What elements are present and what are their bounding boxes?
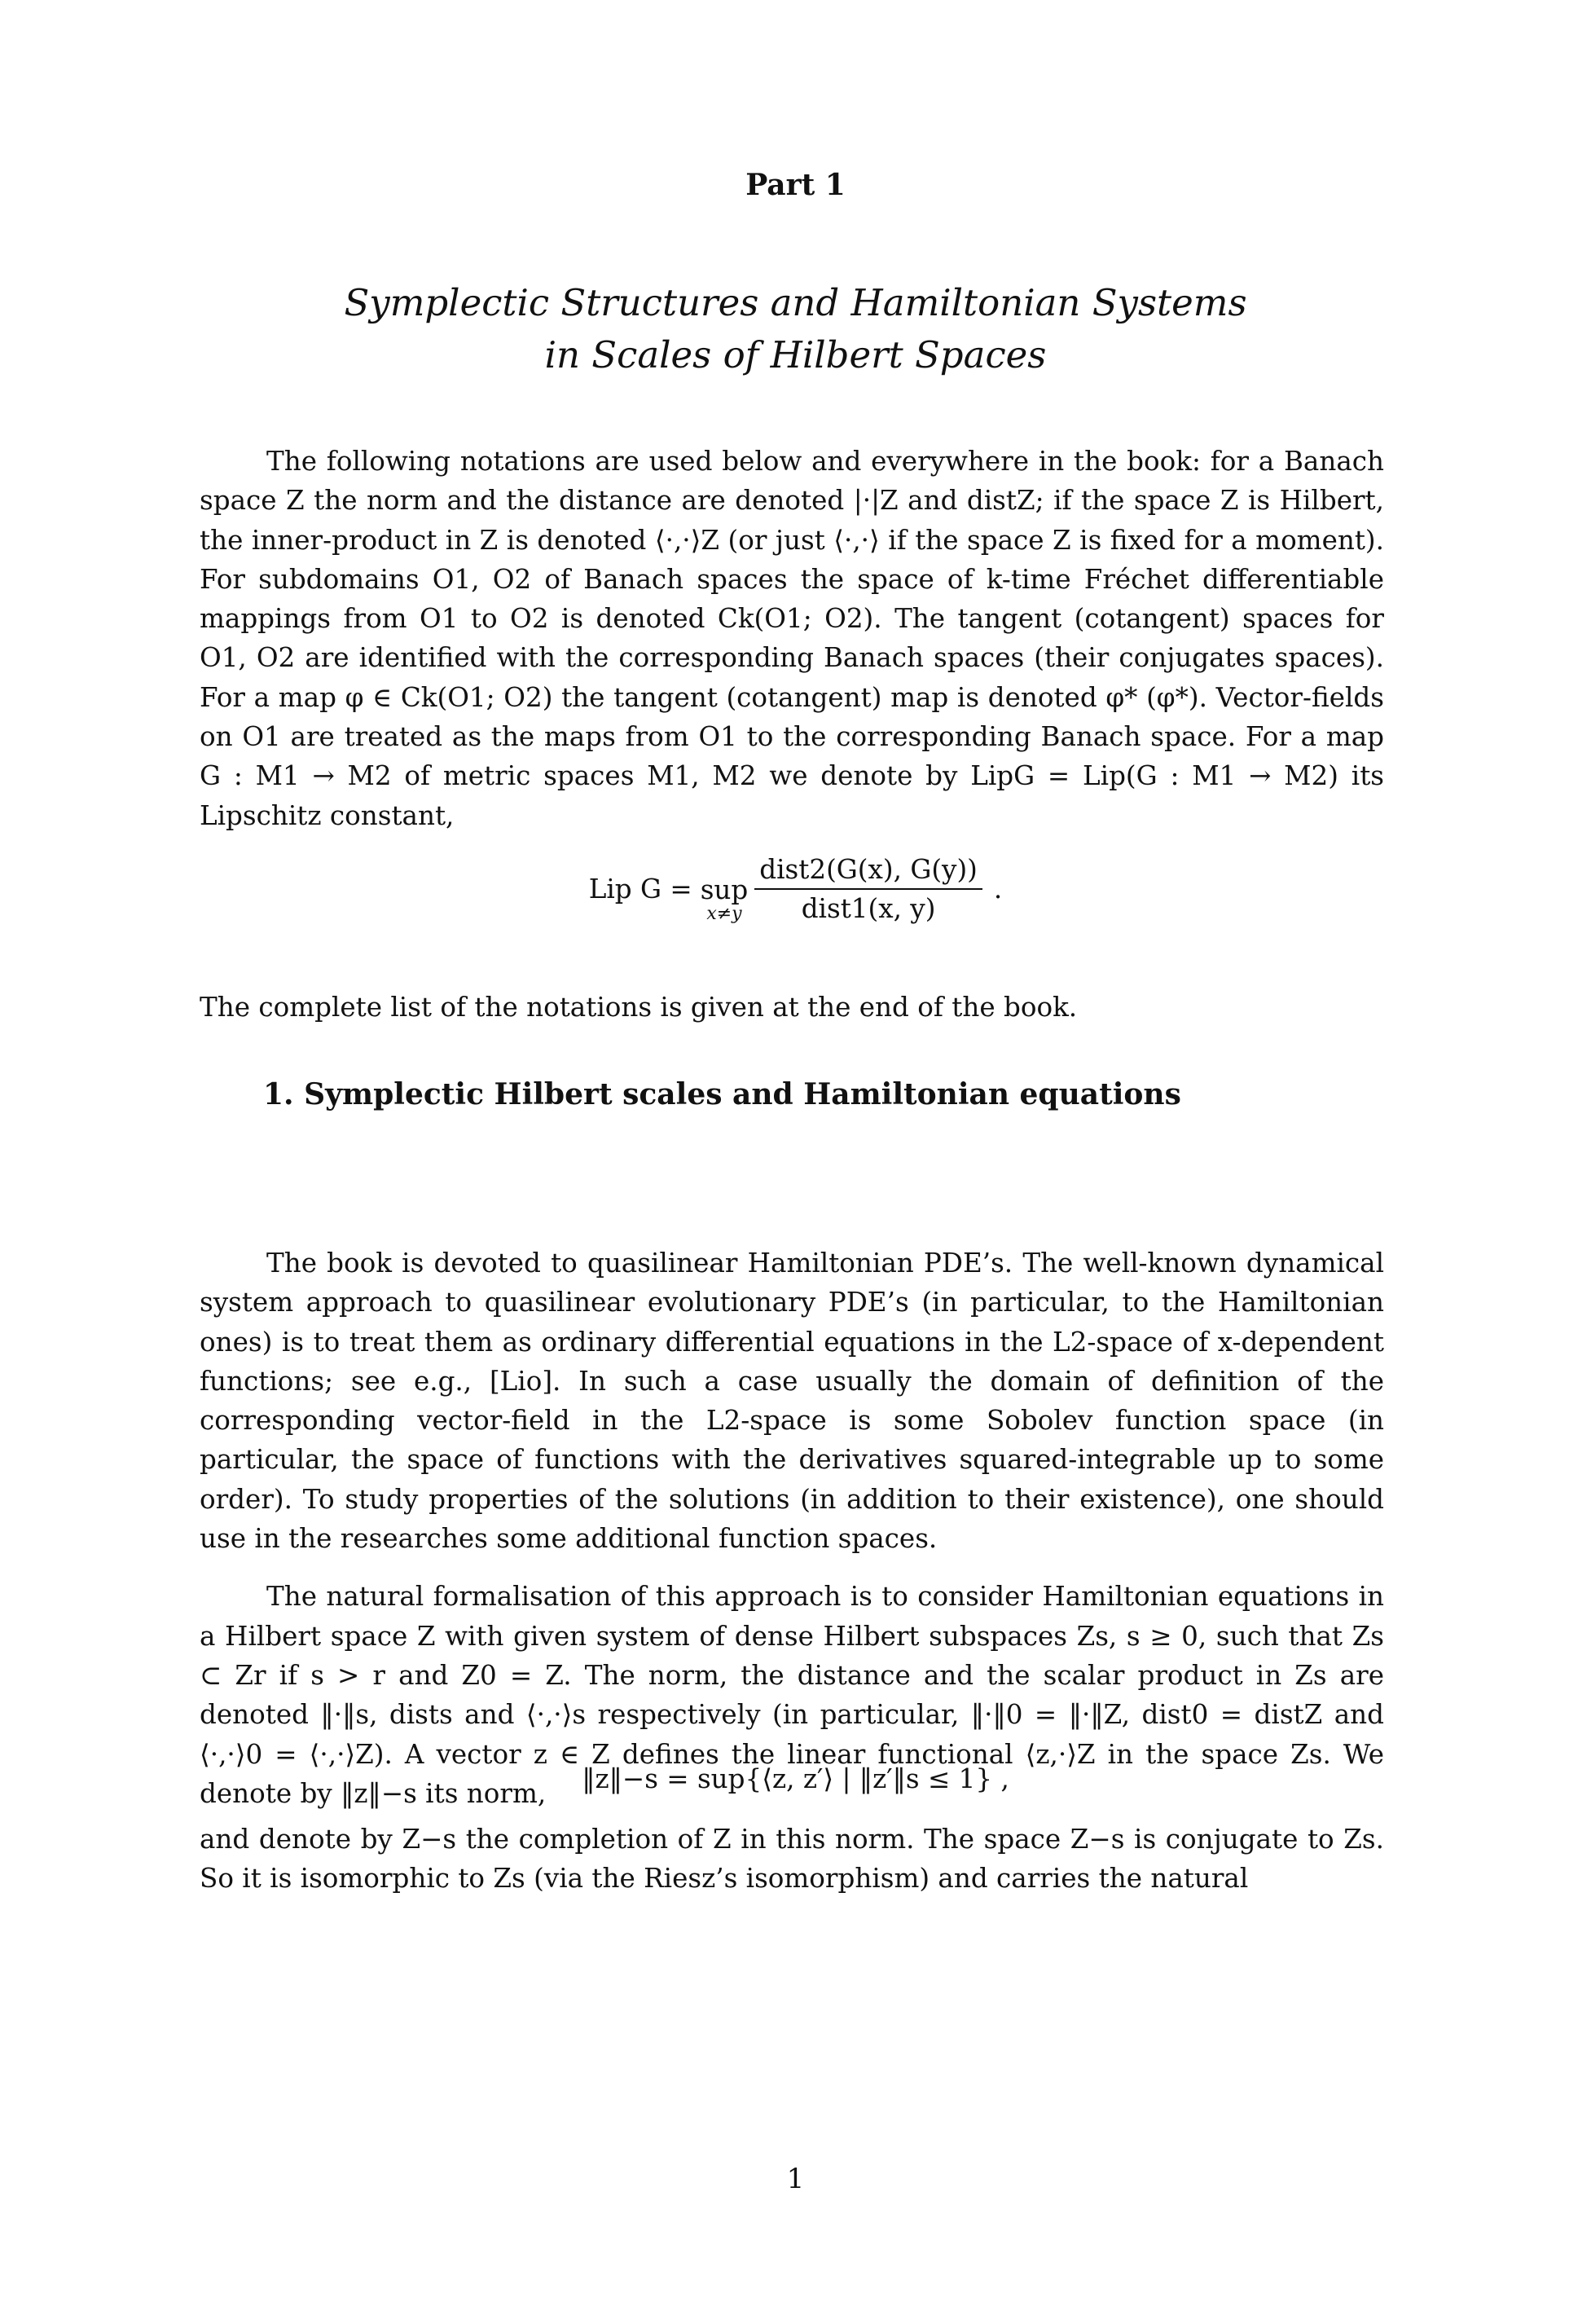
lip-formula-period: .	[993, 874, 1003, 905]
after-norm-section	[200, 1820, 1384, 1899]
book-title-line-2: in Scales of Hilbert Spaces	[544, 333, 1047, 376]
lipschitz-formula	[0, 854, 1591, 924]
page-number: 1	[786, 2163, 805, 2195]
book-title-line-1: Symplectic Structures and Hamiltonian Systems	[344, 281, 1247, 324]
complete-list-text: The complete list of the notations is given at the end of the book.	[200, 992, 1078, 1023]
part-heading: Part 1	[745, 168, 846, 202]
after-norm-paragraph: and denote by Z−s the completion of Z in this norm. The space Z−s is conjugate to Zs. So it is isomorphic to Zs (via the Riesz’s isomorphism) and carries the natural	[200, 1824, 1384, 1895]
lip-numerator: dist2(G(x), G(y))	[754, 854, 982, 890]
sup-operator-label: sup	[700, 874, 749, 905]
book-title	[0, 277, 1591, 381]
section-heading: 1. Symplectic Hilbert scales and Hamiltonian equations	[263, 1077, 1181, 1111]
intro-section	[200, 442, 1384, 835]
section-paragraph-1: The book is devoted to quasilinear Hamiltonian PDE’s. The well-known dynamical system approach to quasilinear evolutionary PDE’s (in particular, to the Hamiltonian ones) is to treat them as ordinary differential equations in the L2-space of x-dependent functions; see e.g., [Lio]. In such a case usually the domain of definition of the corresponding vector-field in the L2-space is some Sobolev function space (in particular, the space of functions with the derivatives squared-integrable up to some order). To study properties of the solutions (in addition to their existence), one should use in the researches some additional function spaces.	[200, 1248, 1384, 1555]
sup-subscript: x≠y	[706, 904, 742, 924]
section-paragraph-2: The natural formalisation of this approach is to consider Hamiltonian equations in a Hilbert space Z with given system of dense Hilbert subspaces Zs, s ≥ 0, such that Zs ⊂ Zr if s > r and Z0 = Z. The norm, the distance and the scalar product in Zs are denoted ‖·‖s, dists and ⟨·,·⟩s respectively (in particular, ‖·‖0 = ‖·‖Z, dist0 = distZ and ⟨·,·⟩0 = ⟨·,·⟩Z). A vector z ∈ Z defines the linear functional ⟨z,·⟩Z in the space Zs. We denote by ‖z‖−s its norm,	[200, 1581, 1384, 1809]
lip-denominator: dist1(x, y)	[801, 893, 936, 924]
intro-paragraph: The following notations are used below and everywhere in the book: for a Banach space Z the norm and the distance are denoted |·|Z and distZ; if the space Z is Hilbert, the inner-product in Z is denoted ⟨·,·⟩Z (or just ⟨·,·⟩ if the space Z is fixed for a moment). For subdomains O1, O2 of Banach spaces the space of k-time Fréchet differentiable mappings from O1 to O2 is denoted Ck(O1; O2). The tangent (cotangent) spaces for O1, O2 are identified with the corresponding Banach spaces (their conjugates spaces). For a map φ ∈ Ck(O1; O2) the tangent (cotangent) map is denoted φ* (φ*). Vector-fields on O1 are treated as the maps from O1 to the corresponding Banach space. For a map G : M1 → M2 of metric spaces M1, M2 we denote by LipG = Lip(G : M1 → M2) its Lipschitz constant,	[200, 446, 1384, 831]
lip-fraction	[754, 854, 982, 924]
section-body	[200, 1243, 1384, 1813]
dual-norm-formula: ‖z‖−s = sup{⟨z, z′⟩ | ‖z′‖s ≤ 1} ,	[582, 1763, 1009, 1794]
lip-formula-lhs: Lip G =	[588, 874, 692, 905]
complete-list-note	[200, 988, 1384, 1027]
sup-operator	[701, 874, 749, 923]
